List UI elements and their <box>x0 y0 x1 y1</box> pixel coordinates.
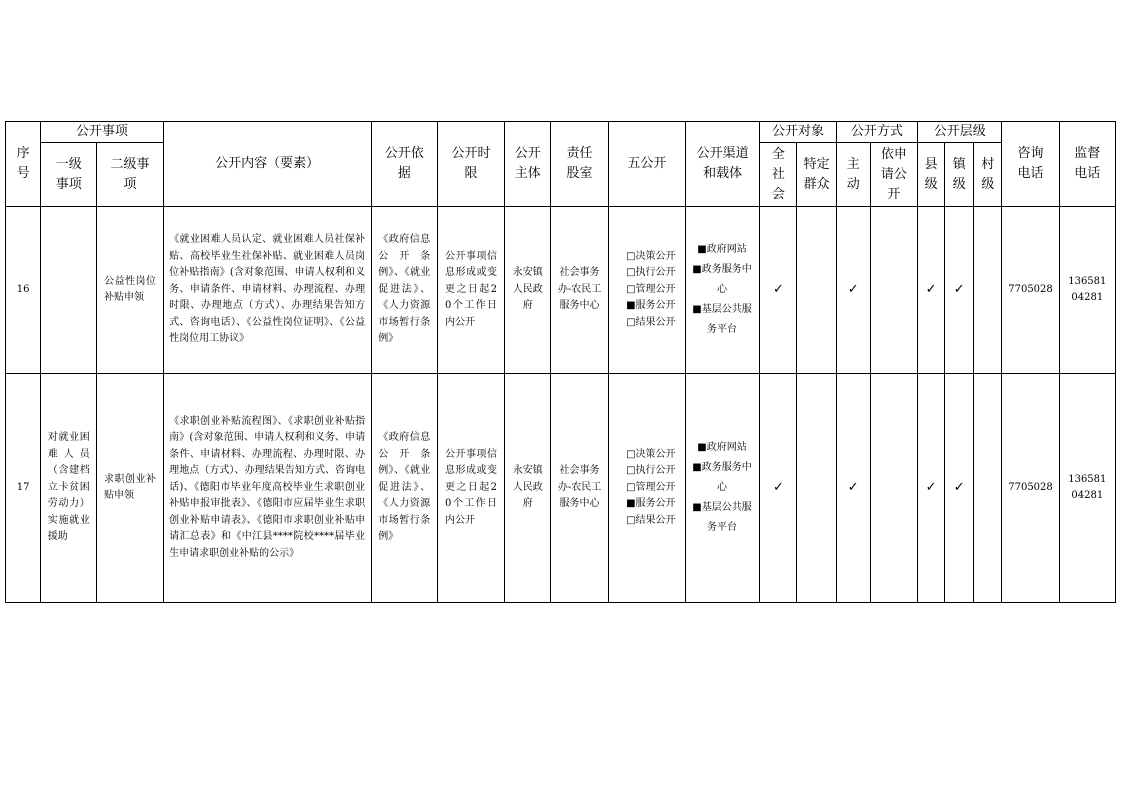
cell-basis: 《政府信息公开条例》、《就业促进法》、《人力资源市场暂行条例》 <box>371 207 437 374</box>
five-open-result: □结果公开 <box>626 514 676 526</box>
cell-seq: 16 <box>6 207 41 374</box>
channel-grassroots-platform: ■基层公共服务平台 <box>692 304 752 335</box>
check-mark: ✓ <box>925 479 937 495</box>
header-specific: 特定群众 <box>797 143 836 207</box>
header-all-society: 全社会 <box>760 143 797 207</box>
cell-basis: 《政府信息公开条例》、《就业促进法》、《人力资源市场暂行条例》 <box>371 374 437 603</box>
cell-office: 社会事务办-农民工服务中心 <box>551 207 608 374</box>
five-open-service: ■服务公开 <box>626 498 676 510</box>
check-mark: ✓ <box>925 281 937 297</box>
header-level1: 一级事项 <box>41 143 97 207</box>
cell-time-limit: 公开事项信息形成或变更之日起20个工作日内公开 <box>437 207 504 374</box>
cell-content: 《就业困难人员认定、就业困难人员社保补贴、高校毕业生社保补贴、就业困难人员岗位补贴指南》(含对象范围、申请人权利和义务、申请条件、申请材料、办理流程、办理时限、办理地点（方式）、办理结果告知方式、咨询电话）、《公益性岗位证明》、《公益性岗位用工协议》 <box>163 207 371 374</box>
cell-subject: 永安镇人民政府 <box>505 207 551 374</box>
check-mark: ✓ <box>847 281 859 297</box>
header-time-limit: 公开时限 <box>437 122 504 207</box>
disclosure-table <box>5 121 1116 603</box>
cell-active <box>836 207 870 374</box>
cell-town <box>945 374 974 603</box>
header-basis: 公开依据 <box>371 122 437 207</box>
header-seq: 序号 <box>6 122 41 207</box>
channel-service-center: ■政务服务中心 <box>692 462 752 493</box>
cell-specific <box>797 207 836 374</box>
cell-time-limit: 公开事项信息形成或变更之日起20个工作日内公开 <box>437 374 504 603</box>
cell-village <box>974 374 1002 603</box>
table-header <box>6 122 1116 207</box>
header-level2: 二级事项 <box>97 143 163 207</box>
check-mark: ✓ <box>953 281 965 297</box>
cell-phone: 7705028 <box>1002 207 1059 374</box>
header-county: 县级 <box>918 143 945 207</box>
cell-level1: 对就业困难人员（含建档立卡贫困劳动力）实施就业援助 <box>41 374 97 603</box>
cell-seq: 17 <box>6 374 41 603</box>
cell-active <box>836 374 870 603</box>
table-body <box>6 207 1116 603</box>
header-supervise: 监督电话 <box>1059 122 1115 207</box>
header-group-level: 公开层级 <box>918 122 1002 143</box>
cell-village <box>974 207 1002 374</box>
table-row <box>6 207 1116 374</box>
header-active: 主动 <box>836 143 870 207</box>
five-open-service: ■服务公开 <box>626 300 676 312</box>
cell-specific <box>797 374 836 603</box>
header-group-target: 公开对象 <box>760 122 836 143</box>
cell-channel <box>686 207 760 374</box>
cell-all-society <box>760 207 797 374</box>
header-phone: 咨询电话 <box>1002 122 1059 207</box>
cell-subject: 永安镇人民政府 <box>505 374 551 603</box>
check-mark: ✓ <box>953 479 965 495</box>
header-five-open: 五公开 <box>608 122 685 207</box>
check-mark: ✓ <box>847 479 859 495</box>
cell-five-open <box>608 374 685 603</box>
cell-phone: 7705028 <box>1002 374 1059 603</box>
cell-county <box>918 374 945 603</box>
header-office: 责任股室 <box>551 122 608 207</box>
header-group-items: 公开事项 <box>41 122 164 143</box>
five-open-execution: □执行公开 <box>626 465 676 477</box>
check-mark: ✓ <box>772 281 784 297</box>
five-open-management: □管理公开 <box>626 481 676 493</box>
header-channel: 公开渠道和载体 <box>686 122 760 207</box>
cell-channel <box>686 374 760 603</box>
cell-level1 <box>41 207 97 374</box>
cell-office: 社会事务办-农民工服务中心 <box>551 374 608 603</box>
cell-supervise: 13658104281 <box>1059 207 1115 374</box>
channel-website: ■政府网站 <box>697 442 747 453</box>
cell-level2: 求职创业补贴申领 <box>97 374 163 603</box>
cell-supervise: 13658104281 <box>1059 374 1115 603</box>
table-row <box>6 374 1116 603</box>
cell-five-open <box>608 207 685 374</box>
header-town: 镇级 <box>945 143 974 207</box>
five-open-result: □结果公开 <box>626 316 676 328</box>
header-subject: 公开主体 <box>505 122 551 207</box>
channel-website: ■政府网站 <box>697 244 747 255</box>
five-open-decision: □决策公开 <box>626 448 676 460</box>
cell-all-society <box>760 374 797 603</box>
channel-grassroots-platform: ■基层公共服务平台 <box>692 502 752 533</box>
five-open-decision: □决策公开 <box>626 250 676 262</box>
five-open-execution: □执行公开 <box>626 267 676 279</box>
cell-level2: 公益性岗位补贴申领 <box>97 207 163 374</box>
header-on-request: 依申请公开 <box>870 143 917 207</box>
channel-service-center: ■政务服务中心 <box>692 264 752 295</box>
header-village: 村级 <box>974 143 1002 207</box>
cell-on-request <box>870 207 917 374</box>
cell-on-request <box>870 374 917 603</box>
cell-content: 《求职创业补贴流程图》、《求职创业补贴指南》(含对象范围、申请人权利和义务、申请条件、申请材料、办理流程、办理时限、办理地点（方式）、办理结果告知方式、咨询电话)、《德阳市毕业年度高校毕业生求职创业补贴申报审批表》、《德阳市应届毕业生求职创业补贴申请表》、《德阳市求职创业补贴申请汇总表》和《中江县****院校****届毕业生申请求职创业补贴的公示》 <box>163 374 371 603</box>
cell-county <box>918 207 945 374</box>
header-content: 公开内容（要素） <box>163 122 371 207</box>
check-mark: ✓ <box>772 479 784 495</box>
header-group-method: 公开方式 <box>836 122 917 143</box>
cell-town <box>945 207 974 374</box>
five-open-management: □管理公开 <box>626 283 676 295</box>
